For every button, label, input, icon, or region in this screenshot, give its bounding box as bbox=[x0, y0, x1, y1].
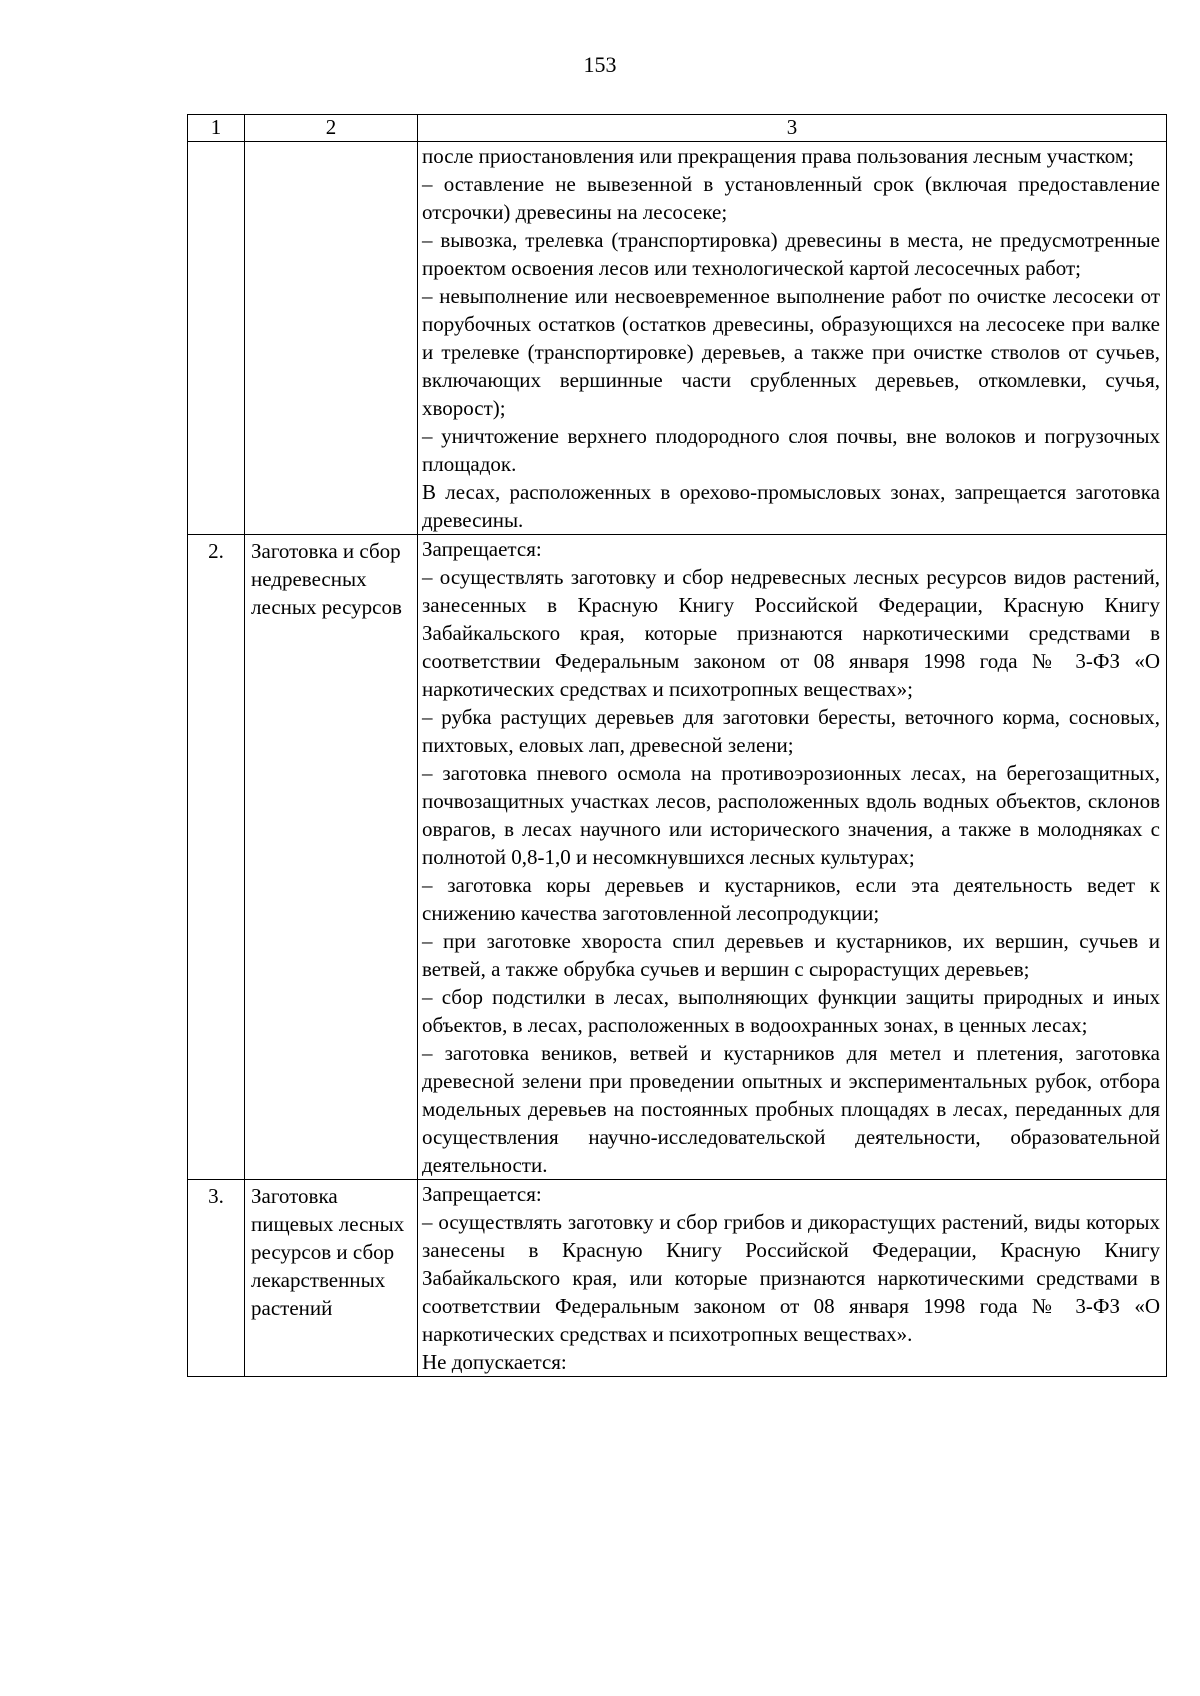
restriction-paragraph: – вывозка, трелевка (транспортировка) древесины в места, не предусмотренные проектом освоения лесов или технологической картой лесосечных работ; bbox=[422, 228, 1160, 280]
row-number: 2. bbox=[188, 535, 245, 1180]
restriction-paragraph: – осуществлять заготовку и сбор грибов и дикорастущих растений, виды которых занесены в Красную Книгу Российской Федерации, Красную Книгу Забайкальского края, или которые признаются наркотическими средствами в соответствии Федеральным законом от 08 января 1998 года № 3-ФЗ «О наркотических средствах и психотропных веществах». bbox=[422, 1210, 1160, 1346]
restriction-paragraph: – оставление не вывезенной в установленный срок (включая предоставление отсрочки) древесины на лесосеке; bbox=[422, 172, 1160, 224]
restriction-paragraph: – уничтожение верхнего плодородного слоя почвы, вне волоков и погрузочных площадок. bbox=[422, 424, 1160, 476]
row-number: 3. bbox=[188, 1180, 245, 1377]
restriction-paragraph: после приостановления или прекращения права пользования лесным участком; bbox=[422, 144, 1135, 168]
restriction-paragraph: – заготовка пневого осмола на противоэрозионных лесах, на берегозащитных, почвозащитных участках лесов, расположенных вдоль водных объектов, склонов оврагов, в лесах научного или исторического значения, а также в молодняках с полнотой 0,8-1,0 и несомкнувшихся лесных культурах; bbox=[422, 761, 1160, 869]
restrictions-cell bbox=[418, 1180, 1167, 1377]
table-row bbox=[188, 1180, 1167, 1377]
restriction-paragraph: Не допускается: bbox=[422, 1350, 567, 1374]
restriction-paragraph: – невыполнение или несвоевременное выполнение работ по очистке лесосеки от порубочных остатков (остатков древесины, образующихся на лесосеке при валке и трелевке (транспортировке) деревьев, а также при очистке стволов от сучьев, включающих вершинные части срубленных деревьев, откомлевки, сучья, хворост); bbox=[422, 284, 1160, 420]
page-number: 153 bbox=[583, 52, 617, 77]
regulation-table bbox=[187, 114, 1167, 1377]
column-header-1: 1 bbox=[188, 115, 245, 142]
row-number bbox=[188, 142, 245, 535]
restriction-paragraph: Запрещается: bbox=[422, 1182, 542, 1206]
restriction-paragraph: – заготовка коры деревьев и кустарников, если эта деятельность ведет к снижению качества заготовленной лесопродукции; bbox=[422, 873, 1160, 925]
restriction-paragraph: – при заготовке хвороста спил деревьев и кустарников, их вершин, сучьев и ветвей, а также обрубка сучьев и вершин с сырорастущих деревьев; bbox=[422, 929, 1160, 981]
restrictions-cell bbox=[418, 535, 1167, 1180]
activity-name bbox=[245, 142, 418, 535]
restriction-paragraph: Запрещается: bbox=[422, 537, 542, 561]
restriction-paragraph: – сбор подстилки в лесах, выполняющих функции защиты природных и иных объектов, в лесах, расположенных в водоохранных зонах, в ценных лесах; bbox=[422, 985, 1160, 1037]
activity-name: Заготовка и сбор недревесных лесных ресурсов bbox=[245, 535, 418, 1180]
activity-name: Заготовка пищевых лесных ресурсов и сбор лекарственных растений bbox=[245, 1180, 418, 1377]
table-row bbox=[188, 535, 1167, 1180]
restrictions-cell bbox=[418, 142, 1167, 535]
restriction-paragraph: В лесах, расположенных в орехово-промысловых зонах, запрещается заготовка древесины. bbox=[422, 480, 1160, 532]
restriction-paragraph: – осуществлять заготовку и сбор недревесных лесных ресурсов видов растений, занесенных в Красную Книгу Российской Федерации, Красную Книгу Забайкальского края, которые признаются наркотическими средствами в соответствии Федеральным законом от 08 января 1998 года № 3-ФЗ «О наркотических средствах и психотропных веществах»; bbox=[422, 565, 1160, 701]
column-header-3: 3 bbox=[418, 115, 1167, 142]
table-row bbox=[188, 142, 1167, 535]
restriction-paragraph: – рубка растущих деревьев для заготовки бересты, веточного корма, сосновых, пихтовых, еловых лап, древесной зелени; bbox=[422, 705, 1160, 757]
restriction-paragraph: – заготовка веников, ветвей и кустарников для метел и плетения, заготовка древесной зелени при проведении опытных и экспериментальных рубок, отбора модельных деревьев на постоянных пробных площадях в лесах, переданных для осуществления научно-исследовательской деятельности, образовательной деятельности. bbox=[422, 1041, 1160, 1177]
table-header-row bbox=[188, 115, 1167, 142]
column-header-2: 2 bbox=[245, 115, 418, 142]
